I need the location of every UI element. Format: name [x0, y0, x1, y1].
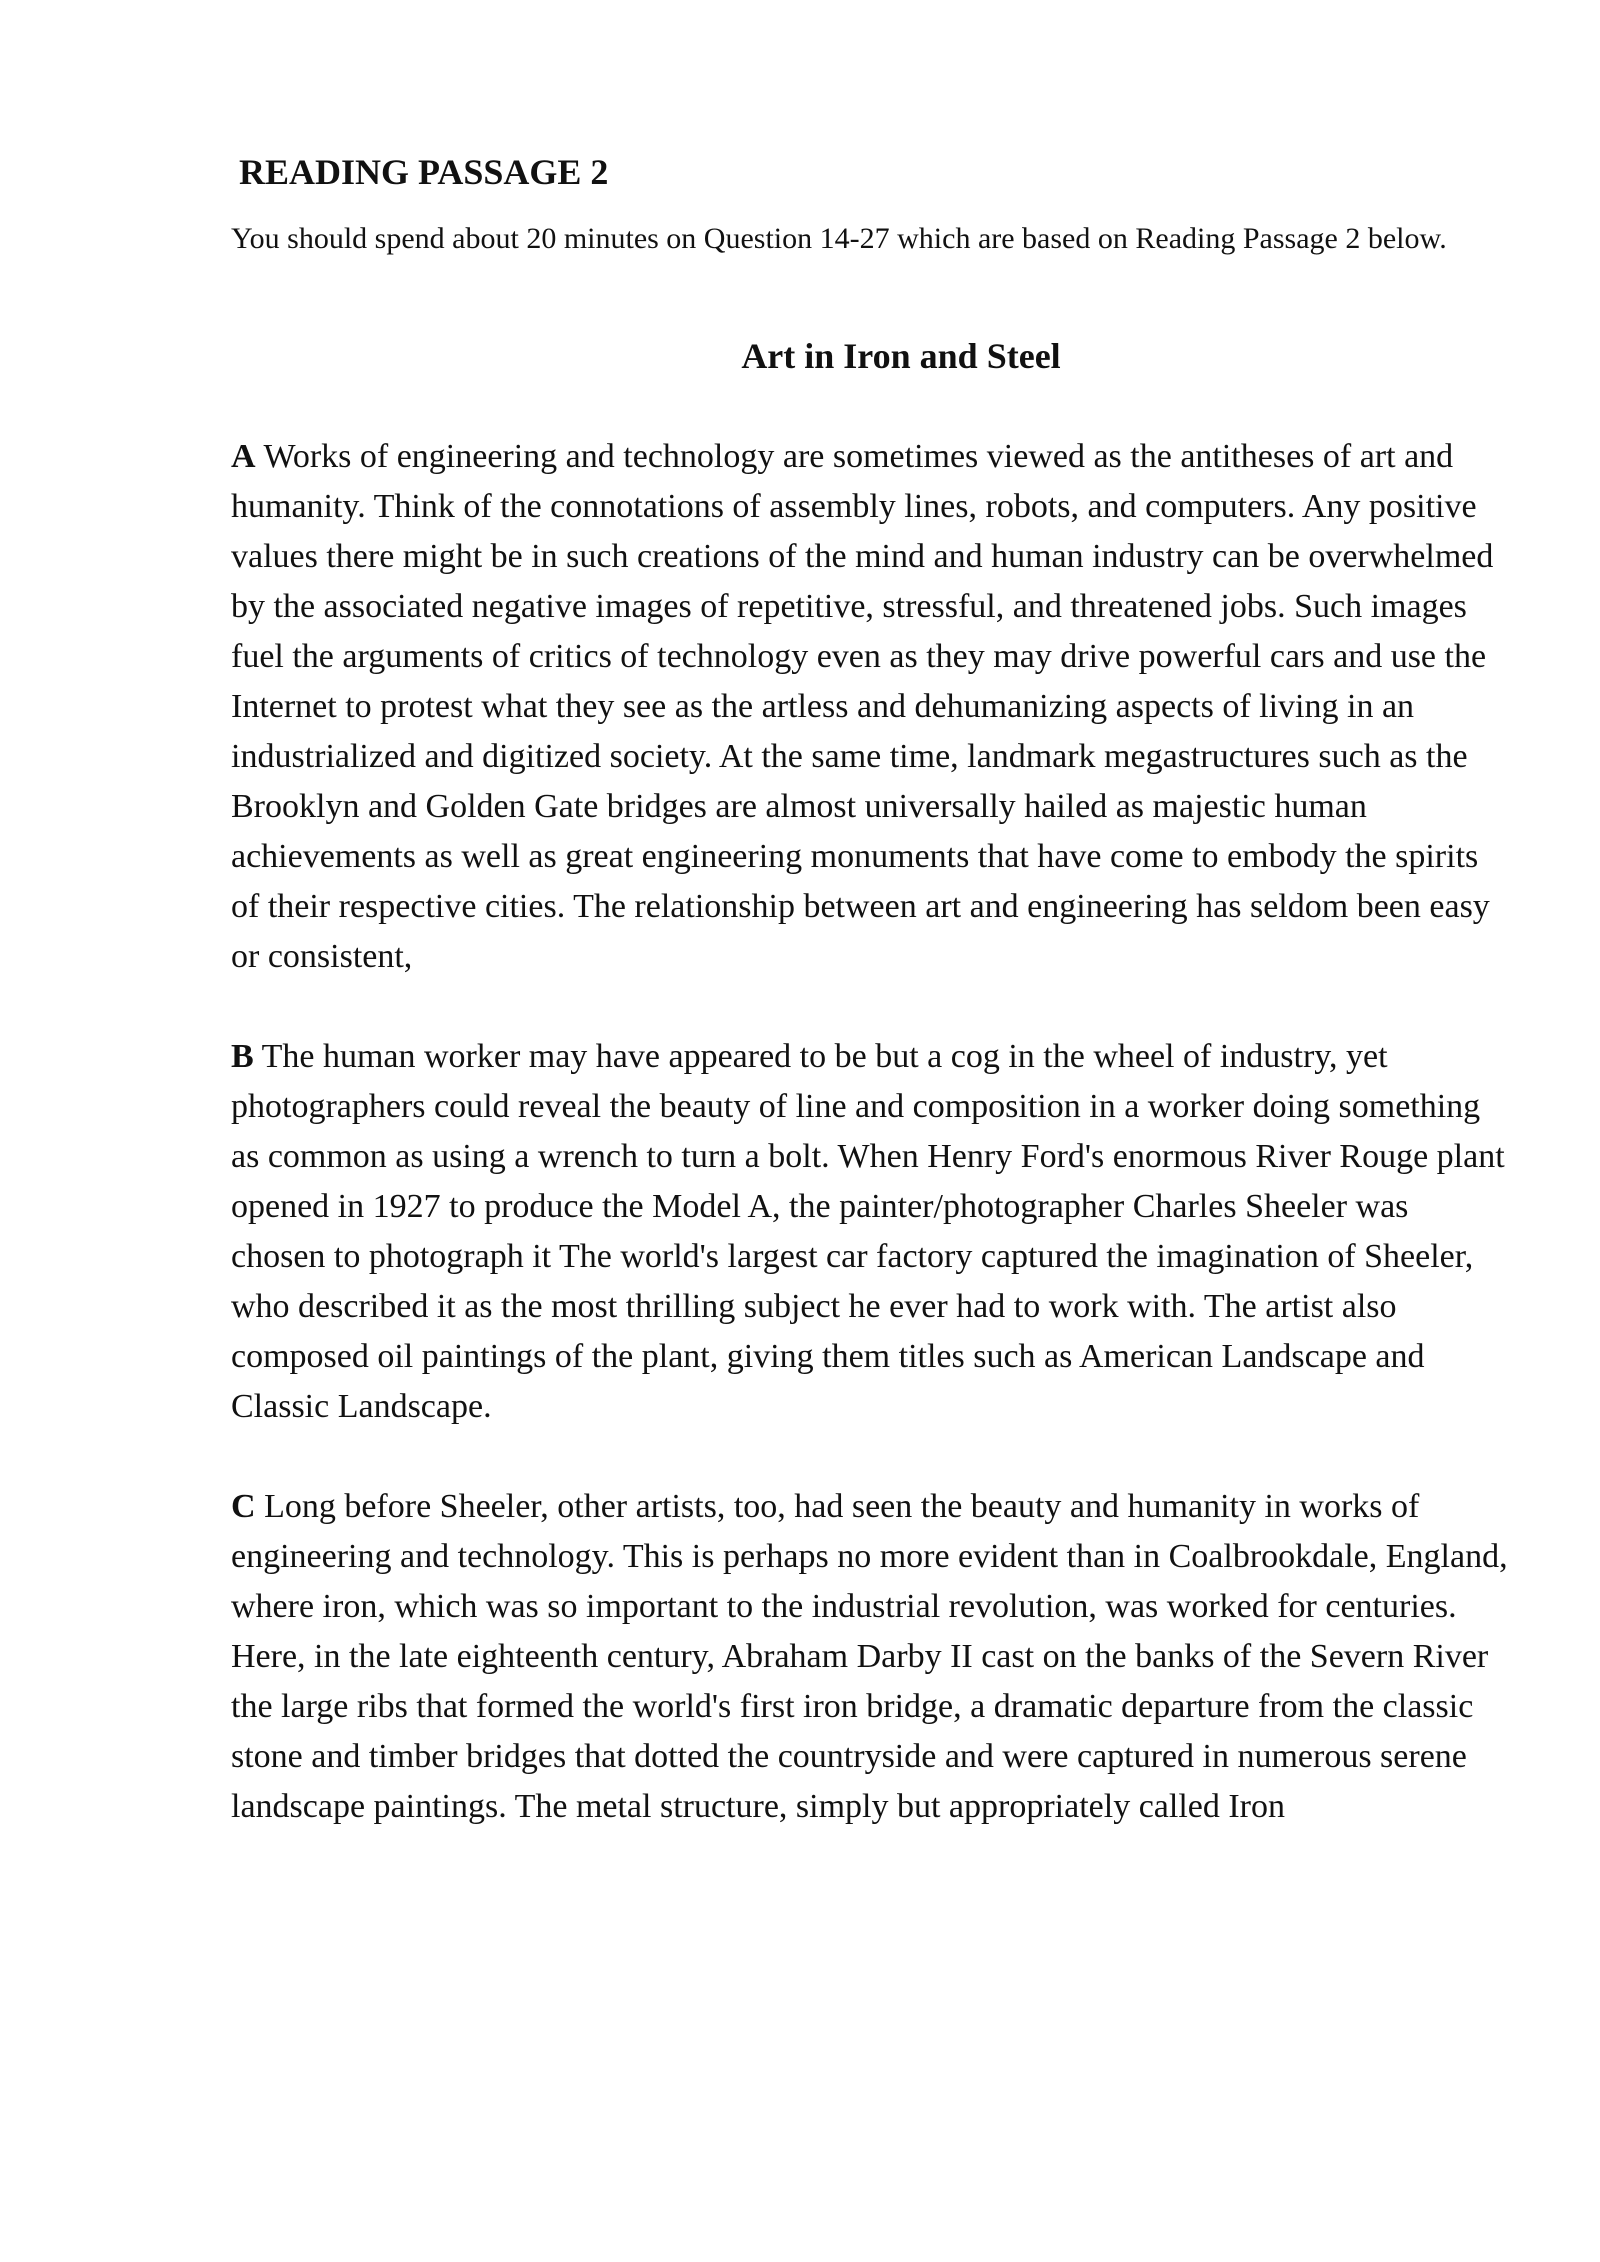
paragraph-text: The human worker may have appeared to be but a cog in the wheel of industry, yet photographers could reveal the beauty of line and composition in a worker doing something as common as using a wrench to turn a bolt. When Henry Ford's enormous River Rouge plant opened in 1927 to produce the Model A, the painter/photographer Charles Sheeler was chosen to photograph it The world's largest car factory captured the imagination of Sheeler, who described it as the most thrilling subject he ever had to work with. The artist also composed oil paintings of the plant, giving them titles such as American Landscape and Classic Landscape. [231, 1038, 1505, 1425]
paragraph-a [231, 432, 1511, 982]
paragraph-text: Long before Sheeler, other artists, too, had seen the beauty and humanity in works of engineering and technology. This is perhaps no more evident than in Coalbrookdale, England, where iron, which was so important to the industrial revolution, was worked for centuries. Here, in the late eighteenth century, Abraham Darby II cast on the banks of the Severn River the large ribs that formed the world's first iron bridge, a dramatic departure from the classic stone and timber bridges that dotted the countryside and were captured in numerous serene landscape paintings. The metal structure, simply but appropriately called Iron [231, 1488, 1508, 1825]
paragraph-letter: B [231, 1038, 254, 1075]
section-title: READING PASSAGE 2 [239, 152, 609, 192]
paragraph-letter: A [231, 438, 256, 475]
paragraph-b [231, 1032, 1511, 1432]
paragraph-c [231, 1482, 1511, 1832]
passage-title: Art in Iron and Steel [741, 336, 1061, 376]
document-page [231, 150, 1511, 1832]
paragraph-text: Works of engineering and technology are sometimes viewed as the antitheses of art and humanity. Think of the connotations of assembly lines, robots, and computers. Any positive values there might be in such creations of the mind and human industry can be overwhelmed by the associated negative images of repetitive, stressful, and threatened jobs. Such images fuel the arguments of critics of technology even as they may drive powerful cars and use the Internet to protest what they see as the artless and dehumanizing aspects of living in an industrialized and digitized society. At the same time, landmark megastructures such as the Brooklyn and Golden Gate bridges are almost universally hailed as majestic human achievements as well as great engineering monuments that have come to embody the spirits of their respective cities. The relationship between art and engineering has seldom been easy or consistent, [231, 438, 1494, 975]
paragraph-letter: C [231, 1488, 256, 1525]
instructions: You should spend about 20 minutes on Question 14-27 which are based on Reading Passage 2 below. [231, 222, 1447, 255]
